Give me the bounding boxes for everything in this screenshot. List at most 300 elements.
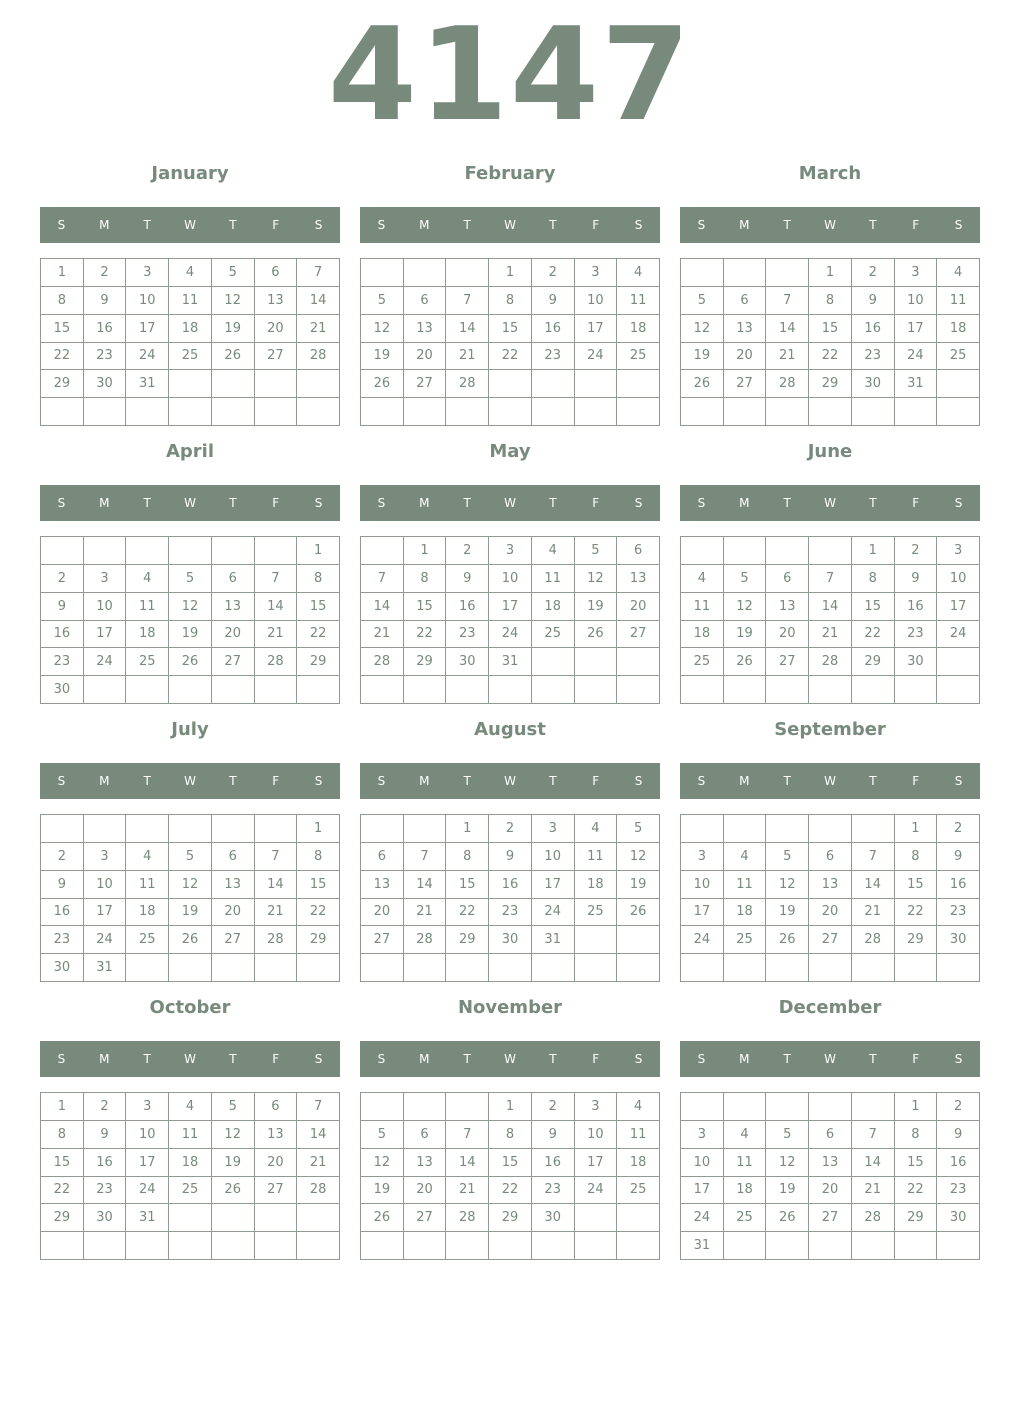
day-cell: 27	[404, 370, 447, 398]
day-cell: 6	[212, 843, 255, 871]
empty-cell	[852, 676, 895, 704]
day-cell: 20	[724, 343, 767, 371]
empty-cell	[297, 1204, 340, 1232]
day-cell: 29	[41, 370, 84, 398]
month-name: September	[774, 719, 886, 740]
empty-cell	[724, 1232, 767, 1260]
weekday-label: T	[783, 496, 791, 510]
empty-cell	[212, 954, 255, 982]
empty-cell	[681, 676, 724, 704]
empty-cell	[575, 648, 618, 676]
day-cell: 24	[532, 899, 575, 927]
empty-cell	[724, 815, 767, 843]
day-cell: 8	[489, 287, 532, 315]
weekday-label: T	[229, 774, 237, 788]
weekday-label: S	[954, 1052, 963, 1066]
empty-cell	[169, 1232, 212, 1260]
weekday-label: F	[592, 218, 600, 232]
empty-cell	[255, 1232, 298, 1260]
empty-cell	[724, 1093, 767, 1121]
weekday-label: S	[697, 218, 706, 232]
empty-cell	[212, 537, 255, 565]
day-cell: 23	[84, 1177, 127, 1205]
weekday-label: W	[824, 1052, 836, 1066]
day-cell: 22	[446, 899, 489, 927]
day-cell: 23	[532, 1177, 575, 1205]
day-cell: 15	[446, 871, 489, 899]
day-cell: 11	[617, 1121, 660, 1149]
empty-cell	[766, 676, 809, 704]
day-cell: 23	[41, 926, 84, 954]
empty-cell	[84, 537, 127, 565]
day-cell: 15	[852, 593, 895, 621]
day-cell: 2	[41, 843, 84, 871]
day-cell: 10	[681, 871, 724, 899]
empty-cell	[852, 1093, 895, 1121]
day-cell: 6	[404, 287, 447, 315]
day-cell: 27	[404, 1204, 447, 1232]
day-cell: 25	[169, 343, 212, 371]
day-cell: 12	[575, 565, 618, 593]
day-cell: 24	[84, 926, 127, 954]
day-cell: 15	[41, 315, 84, 343]
day-cell: 15	[895, 871, 938, 899]
day-cell: 2	[446, 537, 489, 565]
day-cell: 12	[361, 1149, 404, 1177]
weekday-label: F	[272, 496, 280, 510]
empty-cell	[212, 676, 255, 704]
day-cell: 3	[489, 537, 532, 565]
day-cell: 31	[126, 1204, 169, 1232]
day-cell: 8	[297, 565, 340, 593]
day-cell: 22	[297, 621, 340, 649]
empty-cell	[809, 815, 852, 843]
day-cell: 1	[895, 815, 938, 843]
day-cell: 5	[575, 537, 618, 565]
weekday-label: F	[912, 496, 920, 510]
day-cell: 3	[681, 843, 724, 871]
day-cell: 18	[169, 1149, 212, 1177]
day-cell: 14	[361, 593, 404, 621]
day-cell: 23	[489, 899, 532, 927]
day-cell: 24	[489, 621, 532, 649]
day-cell: 21	[255, 899, 298, 927]
day-cell: 9	[532, 1121, 575, 1149]
day-cell: 9	[895, 565, 938, 593]
day-cell: 15	[41, 1149, 84, 1177]
day-cell: 26	[361, 370, 404, 398]
weekday-header	[680, 485, 980, 521]
day-cell: 18	[617, 315, 660, 343]
day-cell: 29	[895, 926, 938, 954]
day-cell: 30	[489, 926, 532, 954]
day-cell: 2	[489, 815, 532, 843]
empty-cell	[361, 1093, 404, 1121]
day-cell: 22	[297, 899, 340, 927]
weekday-label: T	[143, 1052, 151, 1066]
day-cell: 30	[84, 1204, 127, 1232]
day-cell: 16	[41, 621, 84, 649]
day-cell: 7	[446, 287, 489, 315]
empty-cell	[169, 537, 212, 565]
day-cell: 9	[532, 287, 575, 315]
day-cell: 24	[126, 1177, 169, 1205]
empty-cell	[809, 676, 852, 704]
empty-cell	[361, 954, 404, 982]
empty-cell	[126, 815, 169, 843]
day-cell: 31	[126, 370, 169, 398]
weekday-label: T	[783, 774, 791, 788]
day-cell: 21	[852, 1177, 895, 1205]
weekday-label: M	[739, 218, 750, 232]
day-cell: 19	[169, 621, 212, 649]
weekday-label: T	[143, 218, 151, 232]
day-cell: 19	[212, 1149, 255, 1177]
empty-cell	[489, 676, 532, 704]
day-cell: 23	[937, 899, 980, 927]
day-cell: 21	[809, 621, 852, 649]
empty-cell	[852, 398, 895, 426]
day-cell: 11	[681, 593, 724, 621]
day-cell: 24	[575, 1177, 618, 1205]
weekday-label: S	[314, 1052, 323, 1066]
empty-cell	[766, 954, 809, 982]
empty-cell	[617, 676, 660, 704]
day-cell: 26	[212, 1177, 255, 1205]
day-cell: 26	[169, 926, 212, 954]
day-cell: 21	[766, 343, 809, 371]
day-cell: 25	[126, 926, 169, 954]
day-cell: 15	[489, 1149, 532, 1177]
empty-cell	[617, 1204, 660, 1232]
day-cell: 4	[169, 1093, 212, 1121]
day-cell: 16	[852, 315, 895, 343]
weekday-label: S	[634, 774, 643, 788]
day-cell: 5	[169, 843, 212, 871]
day-cell: 16	[489, 871, 532, 899]
empty-cell	[446, 398, 489, 426]
day-cell: 23	[895, 621, 938, 649]
empty-cell	[809, 537, 852, 565]
empty-cell	[809, 1232, 852, 1260]
empty-cell	[361, 676, 404, 704]
weekday-label: W	[184, 496, 196, 510]
weekday-header	[40, 1041, 340, 1077]
day-grid	[360, 536, 660, 704]
day-cell: 10	[532, 843, 575, 871]
day-cell: 4	[126, 565, 169, 593]
day-cell: 30	[852, 370, 895, 398]
empty-cell	[724, 537, 767, 565]
day-cell: 9	[937, 843, 980, 871]
day-cell: 15	[489, 315, 532, 343]
day-cell: 7	[404, 843, 447, 871]
day-cell: 4	[617, 259, 660, 287]
day-cell: 15	[297, 593, 340, 621]
empty-cell	[681, 954, 724, 982]
day-cell: 17	[84, 899, 127, 927]
empty-cell	[297, 676, 340, 704]
empty-cell	[766, 398, 809, 426]
weekday-label: W	[184, 218, 196, 232]
day-cell: 19	[361, 343, 404, 371]
day-cell: 6	[255, 1093, 298, 1121]
weekday-header	[40, 485, 340, 521]
empty-cell	[489, 398, 532, 426]
day-cell: 19	[575, 593, 618, 621]
day-cell: 7	[255, 565, 298, 593]
day-cell: 5	[169, 565, 212, 593]
day-cell: 22	[41, 1177, 84, 1205]
day-cell: 29	[446, 926, 489, 954]
empty-cell	[766, 815, 809, 843]
empty-cell	[532, 676, 575, 704]
empty-cell	[41, 537, 84, 565]
weekday-header	[360, 763, 660, 799]
day-cell: 25	[169, 1177, 212, 1205]
weekday-label: T	[229, 1052, 237, 1066]
day-cell: 12	[212, 1121, 255, 1149]
year-title: 4147	[327, 1, 693, 150]
day-cell: 27	[617, 621, 660, 649]
weekday-label: F	[912, 218, 920, 232]
day-cell: 14	[766, 315, 809, 343]
weekday-label: T	[869, 774, 877, 788]
weekday-label: M	[99, 1052, 110, 1066]
day-cell: 13	[809, 871, 852, 899]
day-cell: 8	[446, 843, 489, 871]
weekday-label: M	[419, 774, 430, 788]
day-cell: 24	[681, 1204, 724, 1232]
weekday-label: W	[504, 774, 516, 788]
day-cell: 27	[724, 370, 767, 398]
empty-cell	[41, 398, 84, 426]
weekday-label: W	[824, 774, 836, 788]
day-cell: 20	[212, 899, 255, 927]
weekday-label: S	[314, 496, 323, 510]
month-name: July	[171, 719, 209, 740]
empty-cell	[361, 259, 404, 287]
day-cell: 23	[937, 1177, 980, 1205]
day-cell: 19	[169, 899, 212, 927]
day-cell: 19	[617, 871, 660, 899]
day-cell: 31	[895, 370, 938, 398]
day-cell: 2	[84, 1093, 127, 1121]
empty-cell	[84, 676, 127, 704]
day-cell: 1	[297, 815, 340, 843]
day-cell: 6	[404, 1121, 447, 1149]
empty-cell	[937, 954, 980, 982]
day-cell: 31	[681, 1232, 724, 1260]
empty-cell	[575, 1232, 618, 1260]
empty-cell	[255, 370, 298, 398]
day-cell: 23	[446, 621, 489, 649]
empty-cell	[446, 1232, 489, 1260]
day-grid	[680, 536, 980, 704]
weekday-label: T	[869, 496, 877, 510]
day-cell: 4	[724, 843, 767, 871]
day-cell: 12	[766, 1149, 809, 1177]
day-cell: 3	[126, 259, 169, 287]
day-cell: 18	[575, 871, 618, 899]
day-cell: 18	[126, 899, 169, 927]
empty-cell	[532, 398, 575, 426]
day-cell: 18	[724, 899, 767, 927]
day-cell: 10	[937, 565, 980, 593]
day-cell: 29	[895, 1204, 938, 1232]
day-cell: 17	[126, 1149, 169, 1177]
weekday-header	[680, 1041, 980, 1077]
day-cell: 11	[532, 565, 575, 593]
day-cell: 25	[532, 621, 575, 649]
day-cell: 14	[297, 287, 340, 315]
day-cell: 16	[937, 871, 980, 899]
day-cell: 21	[446, 1177, 489, 1205]
empty-cell	[361, 398, 404, 426]
day-cell: 15	[895, 1149, 938, 1177]
day-cell: 25	[575, 899, 618, 927]
day-cell: 26	[724, 648, 767, 676]
day-grid	[40, 536, 340, 704]
day-cell: 6	[809, 1121, 852, 1149]
empty-cell	[617, 1232, 660, 1260]
day-cell: 22	[41, 343, 84, 371]
day-grid	[40, 258, 340, 426]
day-cell: 2	[852, 259, 895, 287]
day-cell: 25	[617, 343, 660, 371]
empty-cell	[255, 537, 298, 565]
empty-cell	[724, 398, 767, 426]
weekday-label: T	[229, 496, 237, 510]
weekday-label: F	[272, 1052, 280, 1066]
day-cell: 17	[681, 1177, 724, 1205]
day-cell: 9	[937, 1121, 980, 1149]
month-name: August	[474, 719, 546, 740]
day-cell: 13	[212, 871, 255, 899]
day-cell: 28	[446, 1204, 489, 1232]
day-cell: 13	[617, 565, 660, 593]
empty-cell	[937, 676, 980, 704]
day-cell: 1	[297, 537, 340, 565]
empty-cell	[84, 815, 127, 843]
day-cell: 29	[297, 926, 340, 954]
day-cell: 9	[852, 287, 895, 315]
weekday-header	[360, 485, 660, 521]
weekday-label: S	[954, 496, 963, 510]
day-cell: 8	[895, 1121, 938, 1149]
day-cell: 5	[361, 1121, 404, 1149]
empty-cell	[617, 648, 660, 676]
day-grid	[40, 814, 340, 982]
day-cell: 13	[361, 871, 404, 899]
empty-cell	[169, 1204, 212, 1232]
empty-cell	[126, 1232, 169, 1260]
day-cell: 27	[255, 343, 298, 371]
day-cell: 16	[532, 1149, 575, 1177]
day-cell: 25	[681, 648, 724, 676]
empty-cell	[937, 1232, 980, 1260]
day-cell: 9	[41, 593, 84, 621]
day-cell: 9	[489, 843, 532, 871]
day-cell: 3	[895, 259, 938, 287]
day-grid	[680, 814, 980, 982]
day-cell: 18	[617, 1149, 660, 1177]
day-cell: 12	[361, 315, 404, 343]
day-grid	[360, 258, 660, 426]
month-name: April	[165, 441, 215, 462]
empty-cell	[255, 815, 298, 843]
day-cell: 21	[852, 899, 895, 927]
day-cell: 22	[489, 343, 532, 371]
day-cell: 6	[766, 565, 809, 593]
empty-cell	[809, 954, 852, 982]
month-name: March	[798, 163, 862, 184]
month-name: December	[778, 997, 882, 1018]
empty-cell	[169, 954, 212, 982]
day-cell: 13	[766, 593, 809, 621]
empty-cell	[169, 370, 212, 398]
weekday-label: S	[697, 496, 706, 510]
day-cell: 7	[297, 259, 340, 287]
day-cell: 8	[809, 287, 852, 315]
empty-cell	[84, 1232, 127, 1260]
empty-cell	[361, 537, 404, 565]
day-cell: 30	[937, 1204, 980, 1232]
day-cell: 3	[84, 565, 127, 593]
day-cell: 19	[361, 1177, 404, 1205]
day-cell: 13	[255, 287, 298, 315]
empty-cell	[852, 1232, 895, 1260]
month-name: October	[149, 997, 231, 1018]
weekday-label: M	[419, 218, 430, 232]
day-cell: 10	[895, 287, 938, 315]
day-cell: 25	[724, 926, 767, 954]
day-cell: 16	[41, 899, 84, 927]
day-cell: 16	[895, 593, 938, 621]
day-cell: 30	[532, 1204, 575, 1232]
day-cell: 11	[575, 843, 618, 871]
empty-cell	[724, 954, 767, 982]
day-cell: 12	[681, 315, 724, 343]
empty-cell	[489, 370, 532, 398]
day-cell: 29	[852, 648, 895, 676]
day-cell: 16	[532, 315, 575, 343]
weekday-label: S	[954, 774, 963, 788]
empty-cell	[575, 370, 618, 398]
day-cell: 1	[809, 259, 852, 287]
empty-cell	[404, 1232, 447, 1260]
day-cell: 1	[41, 1093, 84, 1121]
day-cell: 10	[84, 871, 127, 899]
weekday-label: S	[57, 218, 66, 232]
day-cell: 2	[895, 537, 938, 565]
day-cell: 30	[41, 676, 84, 704]
day-cell: 24	[895, 343, 938, 371]
empty-cell	[766, 259, 809, 287]
day-cell: 7	[255, 843, 298, 871]
day-cell: 7	[766, 287, 809, 315]
day-cell: 22	[895, 899, 938, 927]
weekday-label: F	[912, 774, 920, 788]
empty-cell	[212, 1232, 255, 1260]
day-cell: 28	[766, 370, 809, 398]
day-cell: 18	[532, 593, 575, 621]
day-cell: 15	[809, 315, 852, 343]
weekday-label: T	[549, 496, 557, 510]
day-cell: 5	[617, 815, 660, 843]
day-cell: 30	[84, 370, 127, 398]
day-cell: 5	[212, 259, 255, 287]
